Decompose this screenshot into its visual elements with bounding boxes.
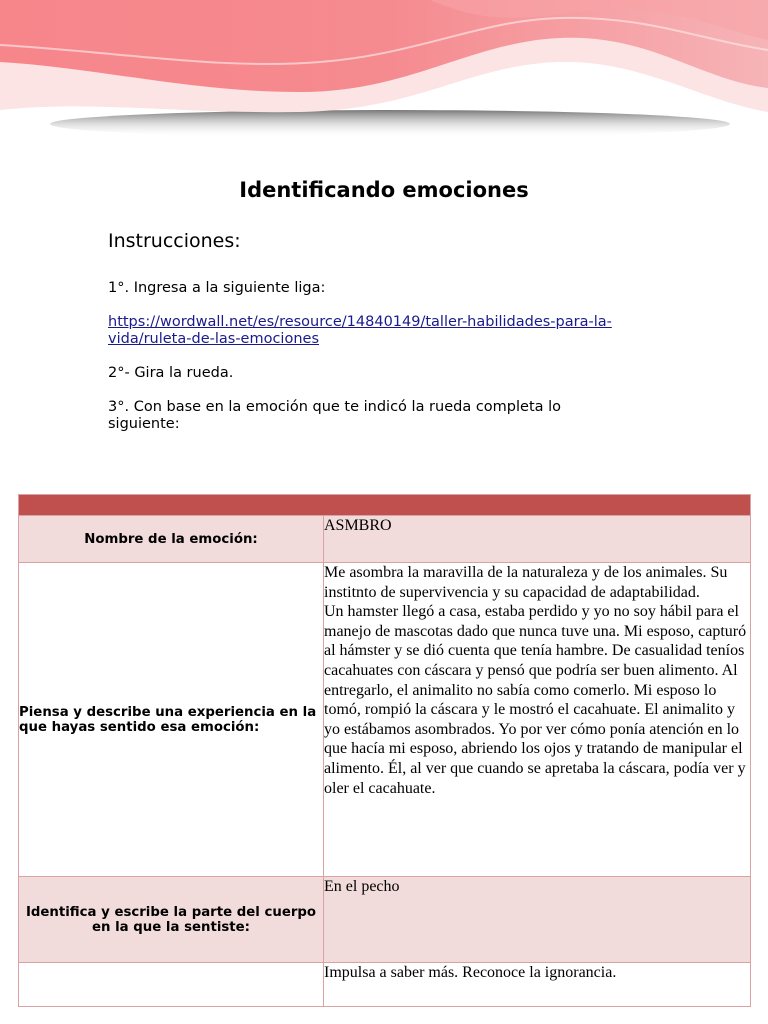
table-row — [19, 963, 751, 1007]
table-row — [19, 516, 751, 563]
instructions-heading: Instrucciones: — [108, 230, 241, 252]
answer-body-part[interactable]: En el pecho — [324, 877, 751, 963]
answer-experience[interactable] — [324, 563, 751, 877]
header-wave-banner — [0, 0, 768, 150]
answer-experience-p1: Me asombra la maravilla de la naturaleza y de los animales. Su institnto de supervivencia y su capacidad de adaptabilidad. — [324, 564, 728, 601]
table-row — [19, 563, 751, 877]
label-body-part: Identifica y escribe la parte del cuerpo en la que la sentiste: — [19, 877, 324, 963]
label-row-4 — [19, 963, 324, 1007]
answer-experience-p2: Un hamster llegó a casa, estaba perdido y yo no soy hábil para el manejo de mascotas dado que nunca tuve una. Mi esposo, capturó al hámster y se dió cuenta que tenía hambre. De casualidad teníos cacahuates con cáscara y pensó que podría ser buen alimento. Al entregarlo, el animalito no sabía como comerlo. Mi esposo lo tomó, rompió la cáscara y le mostró el cacahuate. El animalito y yo estábamos asombrados. Yo por ver cómo ponía atención en lo que hacía mi esposo, abriendo los ojos y tratando de manipular el alimento. Él, al ver que cuando se apretaba la cáscara, podía ver y oler el cacahuate. — [324, 603, 747, 797]
step-1-text: 1°. Ingresa a la siguiente liga: — [108, 280, 326, 296]
step-2-text: 2°- Gira la rueda. — [108, 365, 234, 381]
label-experience: Piensa y describe una experiencia en la que hayas sentido esa emoción: — [19, 563, 324, 877]
answer-emotion-name[interactable]: ASMBRO — [324, 516, 751, 563]
step-3-text: 3°. Con base en la emoción que te indicó la rueda completa lo siguiente: — [108, 399, 562, 432]
table-row — [19, 877, 751, 963]
page-title: Identificando emociones — [239, 178, 529, 202]
answer-row-4[interactable]: Impulsa a saber más. Reconoce la ignorancia. — [324, 963, 751, 1007]
resource-link[interactable]: https://wordwall.net/es/resource/14840149/taller-habilidades-para-la-vida/ruleta-de-las-emociones — [108, 314, 612, 347]
emotion-table — [18, 494, 751, 1007]
label-emotion-name: Nombre de la emoción: — [19, 516, 324, 563]
banner-shadow — [50, 110, 730, 138]
table-header-bar — [19, 495, 751, 516]
